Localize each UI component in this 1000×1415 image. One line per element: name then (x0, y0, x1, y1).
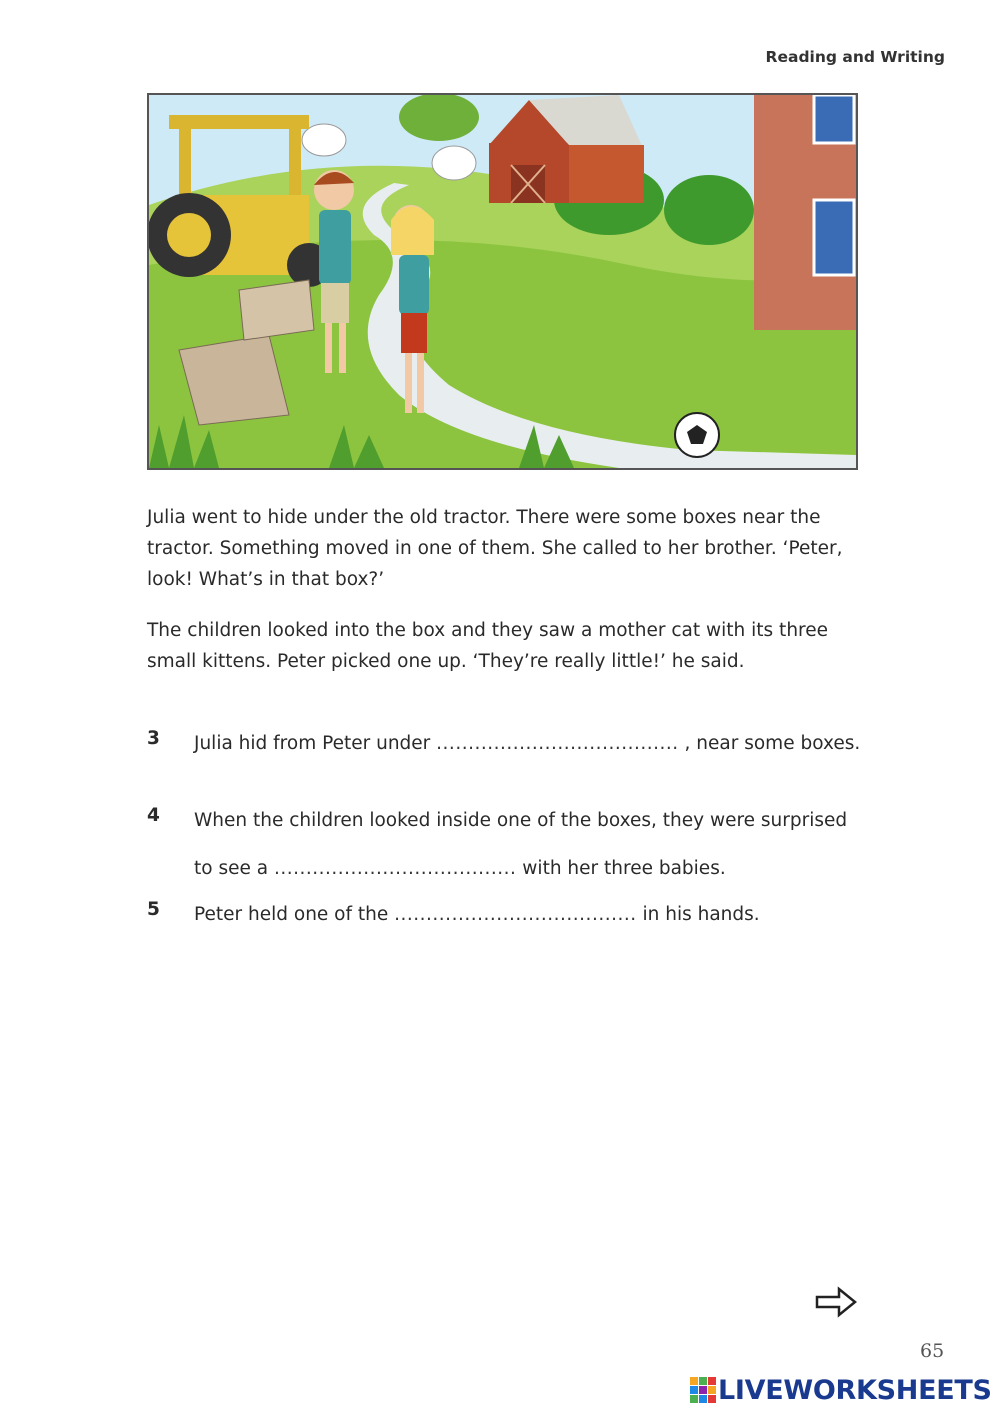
arrow-right-icon[interactable] (815, 1286, 859, 1318)
brand-logo (690, 1374, 992, 1406)
question-number: 3 (147, 728, 160, 749)
page-number: 65 (920, 1340, 945, 1362)
answer-blank[interactable]: ...................................... (394, 904, 637, 925)
farm-scene-illustration (147, 93, 858, 470)
section-header: Reading and Writing (765, 48, 945, 66)
story-paragraph-1: Julia went to hide under the old tractor. There were some boxes near the tractor. Something moved in one of them. She called to her brother. ‘Peter, look! What’s in that box?’ (147, 507, 843, 590)
brand-name: LIVEWORKSHEETS (718, 1374, 992, 1406)
question-text-line-2: to see a ...................................... with her three babies. (194, 858, 726, 879)
question-number: 4 (147, 805, 160, 826)
liveworksheets-logo-icon (690, 1377, 716, 1403)
question-number: 5 (147, 899, 160, 920)
question-text: Peter held one of the ...................................... in his hands. (194, 904, 760, 925)
answer-blank[interactable]: ...................................... (273, 858, 517, 879)
question-text: Julia hid from Peter under ...................................... , near some boxes. (194, 733, 861, 754)
story-paragraph-2: The children looked into the box and they saw a mother cat with its three small kittens. Peter picked one up. ‘They’re really little!’ he said. (147, 620, 829, 672)
question-text-line-1: When the children looked inside one of the boxes, they were surprised (194, 810, 848, 831)
answer-blank[interactable]: ...................................... (436, 733, 679, 754)
